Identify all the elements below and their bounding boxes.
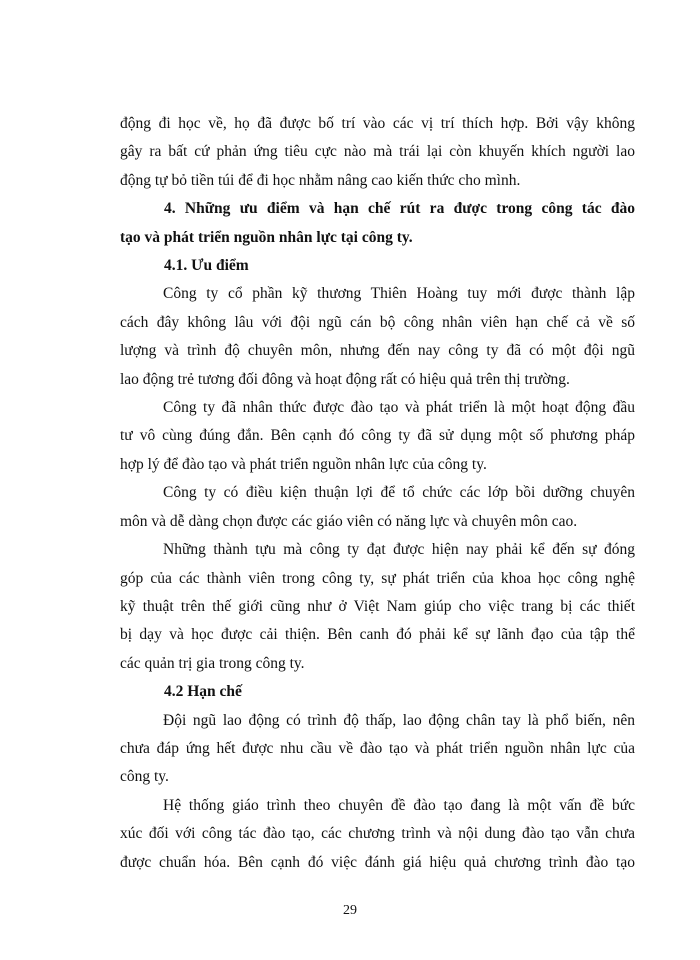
text-line: kỹ thuật trên thế giới cũng như ở Việt Nam giúp cho việc trang bị các thiết <box>120 597 635 615</box>
text-line: Đội ngũ lao động có trình độ thấp, lao động chân tay là phổ biến, nên <box>163 711 635 729</box>
text-line: lao động trẻ tương đối đông và hoạt động rất có hiệu quả trên thị trường. <box>120 370 570 388</box>
heading-line: tạo và phát triển nguồn nhân lực tại công ty. <box>120 228 413 246</box>
text-line: hợp lý để đào tạo và phát triển nguồn nhân lực của công ty. <box>120 455 487 473</box>
section-4-2-heading <box>120 678 635 706</box>
text-line: góp của các thành viên trong công ty, sự phát triển của khoa học công nghệ <box>120 569 635 587</box>
paragraph <box>120 536 635 678</box>
text-line: được chuẩn hóa. Bên cạnh đó việc đánh giá hiệu quả chương trình đào tạo <box>120 853 635 871</box>
text-line: cách đây không lâu với đội ngũ cán bộ công nhân viên hạn chế cả về số <box>120 313 635 331</box>
page-content <box>120 110 635 877</box>
page-number: 29 <box>343 903 357 918</box>
section-4-heading <box>120 195 635 252</box>
text-line: xúc đối với công tác đào tạo, các chương trình và nội dung đào tạo vẫn chưa <box>120 825 635 843</box>
paragraph <box>120 707 635 792</box>
text-line: công ty. <box>120 768 169 786</box>
text-line: Công ty có điều kiện thuận lợi để tổ chức các lớp bồi dưỡng chuyên <box>163 484 635 502</box>
paragraph <box>120 280 635 394</box>
text-line: lượng và trình độ chuyên môn, nhưng đến nay công ty đã có một đội ngũ <box>120 342 635 360</box>
text-line: Những thành tựu mà công ty đạt được hiện nay phải kể đến sự đóng <box>163 541 635 559</box>
section-4-1-heading <box>120 252 635 280</box>
text-line: gây ra bất cứ phản ứng tiêu cực nào mà trái lại còn khuyến khích người lao <box>120 143 635 161</box>
text-line: bị dạy và học được cải thiện. Bên canh đó phải kể sự lãnh đạo của tập thể <box>120 626 635 644</box>
heading-line: 4. Những ưu điểm và hạn chế rút ra được trong công tác đào <box>164 200 635 218</box>
text-line: Công ty cổ phần kỹ thương Thiên Hoàng tuy mới được thành lập <box>163 285 635 303</box>
heading-line: 4.1. Ưu điểm <box>164 257 249 275</box>
text-line: động đi học về, họ đã được bố trí vào các vị trí thích hợp. Bởi vậy không <box>120 115 635 132</box>
text-line: các quản trị gia trong công ty. <box>120 654 305 672</box>
text-line: Công ty đã nhân thức được đào tạo và phát triển là một hoạt động đầu <box>163 399 635 417</box>
text-line: Hệ thống giáo trình theo chuyên đề đào tạo đang là một vấn đề bức <box>163 796 635 814</box>
intro-paragraph <box>120 110 635 195</box>
text-line: tư vô cùng đúng đắn. Bên cạnh đó công ty đã sử dụng một số phương pháp <box>120 427 635 445</box>
paragraph <box>120 792 635 877</box>
text-line: động tự bỏ tiền túi để đi học nhằm nâng cao kiến thức cho mình. <box>120 171 521 189</box>
heading-line: 4.2 Hạn chế <box>164 683 242 701</box>
text-line: chưa đáp ứng hết được nhu cầu về đào tạo và phát triển nguồn nhân lực của <box>120 739 635 757</box>
text-line: môn và dễ dàng chọn được các giáo viên có năng lực và chuyên môn cao. <box>120 512 578 530</box>
paragraph <box>120 394 635 479</box>
paragraph <box>120 479 635 536</box>
